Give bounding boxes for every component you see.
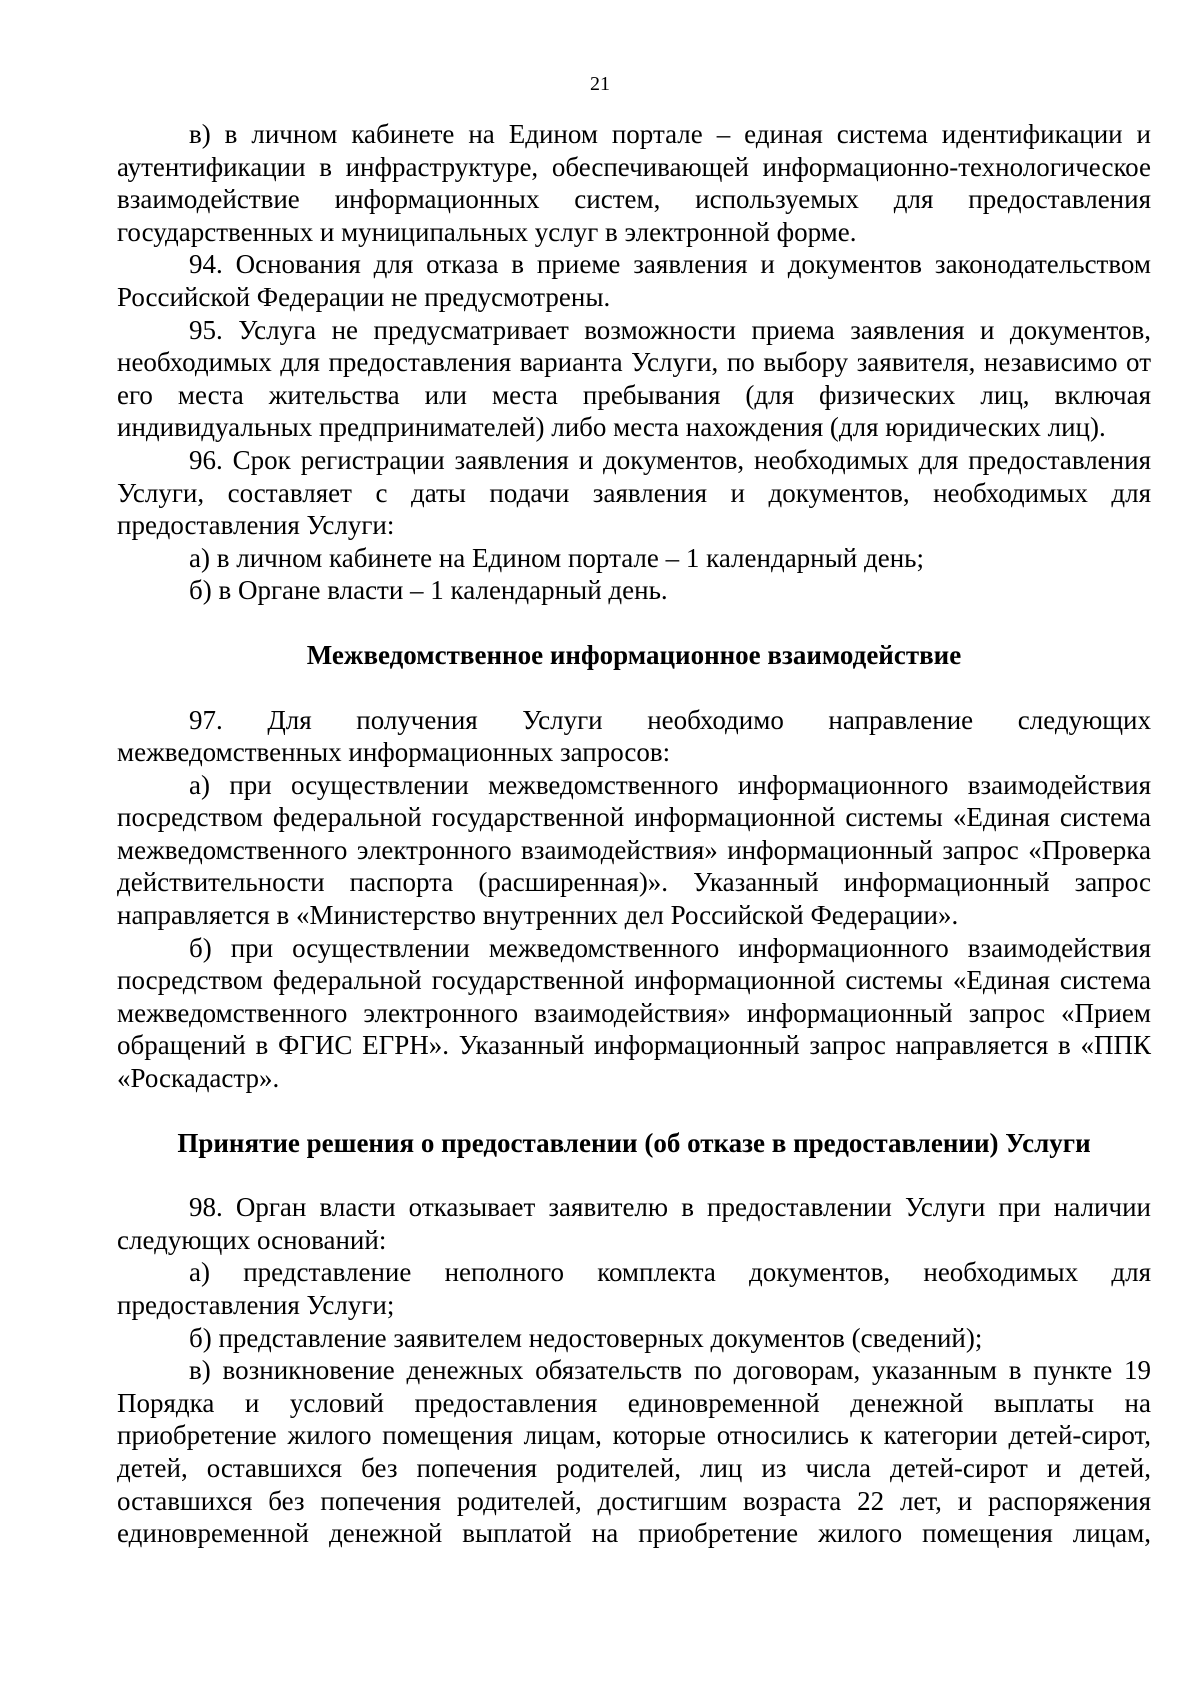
page-number: 21 [590,73,610,95]
paragraph-98-v: в) возникновение денежных обязательств по договорам, указанным в пункте 19 Порядка и условий предоставления единовременной денежной выплаты на приобретение жилого помещения лицам, которые относились к категории детей-сирот, детей, оставшихся без попечения родителей, лиц из числа детей-сирот и детей, оставшихся без попечения родителей, достигшим возраста 22 лет, и распоряжения единовременной денежной выплатой на приобретение жилого помещения лицам, [117,1355,1151,1549]
paragraph-98: 98. Орган власти отказывает заявителю в предоставлении Услуги при наличии следующих оснований: [117,1192,1151,1255]
paragraph-96-b: б) в Органе власти – 1 календарный день. [189,575,668,606]
paragraph-98-a: а) представление неполного комплекта документов, необходимых для предоставления Услуги; [117,1257,1151,1320]
paragraph-94: 94. Основания для отказа в приеме заявления и документов законодательством Российской Федерации не предусмотрены. [117,249,1151,312]
document-body [117,118,1151,1550]
paragraph-96: 96. Срок регистрации заявления и документов, необходимых для предоставления Услуги, составляет с даты подачи заявления и документов, необходимых для предоставления Услуги: [117,444,1151,541]
paragraph-96-a: а) в личном кабинете на Едином портале – 1 календарный день; [189,542,924,573]
paragraph-v-personal-account: в) в личном кабинете на Едином портале – единая система идентификации и аутентификации в инфраструктуре, обеспечивающей информационно-технологическое взаимодействие информационных систем, используемых для предоставления государственных и муниципальных услуг в электронной форме. [117,119,1151,247]
paragraph-97-a: а) при осуществлении межведомственного информационного взаимодействия посредством федеральной государственной информационной системы «Единая система межведомственного электронного взаимодействия» информационный запрос «Проверка действительности паспорта (расширенная)». Указанный информационный запрос направляется в «Министерство внутренних дел Российской Федерации». [117,769,1151,931]
paragraph-97-b: б) при осуществлении межведомственного информационного взаимодействия посредством федеральной государственной информационной системы «Единая система межведомственного электронного взаимодействия» информационный запрос «Прием обращений в ФГИС ЕГРН». Указанный информационный запрос направляется в «ППК «Роскадастр». [117,932,1151,1094]
paragraph-95: 95. Услуга не предусматривает возможности приема заявления и документов, необходимых для предоставления варианта Услуги, по выбору заявителя, независимо от его места жительства или места пребывания (для физических лиц, включая индивидуальных предпринимателей) либо места нахождения (для юридических лиц). [117,314,1151,443]
section-heading-interagency: Межведомственное информационное взаимодействие [306,639,962,670]
section-heading-decision: Принятие решения о предоставлении (об отказе в предоставлении) Услуги [177,1127,1091,1158]
paragraph-98-b: б) представление заявителем недостоверных документов (сведений); [189,1322,983,1353]
paragraph-97: 97. Для получения Услуги необходимо направление следующих межведомственных информационных запросов: [117,704,1151,768]
